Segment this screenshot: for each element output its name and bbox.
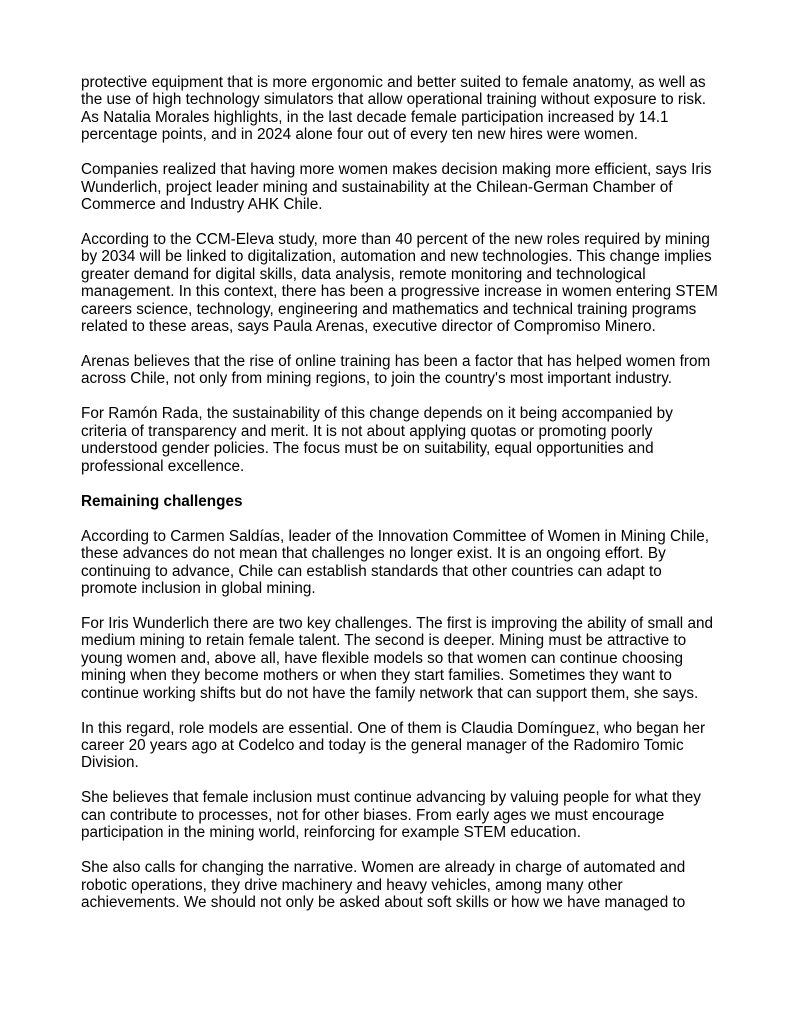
document-page: [81, 74, 721, 929]
section-heading: Remaining challenges: [81, 492, 243, 510]
body-paragraph: In this regard, role models are essential. One of them is Claudia Domínguez, who began her career 20 years ago at Codelco and today is the general manager of the Radomiro Tomic Division.: [81, 719, 706, 772]
body-paragraph: For Iris Wunderlich there are two key challenges. The first is improving the ability of small and medium mining to retain female talent. The second is deeper. Mining must be attractive to young women and, above all, have flexible models so that women can continue choosing mining when they become mothers or when they start families. Sometimes they want to continue working shifts but do not have the family network that can support them, she says.: [81, 614, 713, 702]
body-paragraph: Arenas believes that the rise of online training has been a factor that has helped women from across Chile, not only from mining regions, to join the country's most important industry.: [81, 353, 711, 388]
body-paragraph: According to the CCM-Eleva study, more than 40 percent of the new roles required by mining by 2034 will be linked to digitalization, automation and new technologies. This change implies greater demand for digital skills, data analysis, remote monitoring and technological management. In this context, there has been a progressive increase in women entering STEM careers science, technology, engineering and mathematics and technical training programs related to these areas, says Paula Arenas, executive director of Compromiso Minero.: [81, 231, 718, 336]
body-paragraph: She believes that female inclusion must continue advancing by valuing people for what they can contribute to processes, not for other biases. From early ages we must encourage participation in the mining world, reinforcing for example STEM education.: [81, 789, 701, 842]
body-paragraph: According to Carmen Saldías, leader of the Innovation Committee of Women in Mining Chile, these advances do not mean that challenges no longer exist. It is an ongoing effort. By continuing to advance, Chile can establish standards that other countries can adapt to promote inclusion in global mining.: [81, 527, 710, 597]
body-paragraph: Companies realized that having more women makes decision making more efficient, says Iris Wunderlich, project leader mining and sustainability at the Chilean-German Chamber of Commerce and Industry AHK Chile.: [81, 161, 712, 214]
body-paragraph: protective equipment that is more ergonomic and better suited to female anatomy, as well as the use of high technology simulators that allow operational training without exposure to risk. As Natalia Morales highlights, in the last decade female participation increased by 14.1 percentage points, and in 2024 alone four out of every ten new hires were women.: [81, 74, 706, 144]
body-paragraph: She also calls for changing the narrative. Women are already in charge of automated and robotic operations, they drive machinery and heavy vehicles, among many other achievements. We should not only be asked about soft skills or how we have managed to: [81, 859, 686, 911]
body-paragraph: For Ramón Rada, the sustainability of this change depends on it being accompanied by criteria of transparency and merit. It is not about applying quotas or promoting poorly understood gender policies. The focus must be on suitability, equal opportunities and professional excellence.: [81, 405, 673, 475]
